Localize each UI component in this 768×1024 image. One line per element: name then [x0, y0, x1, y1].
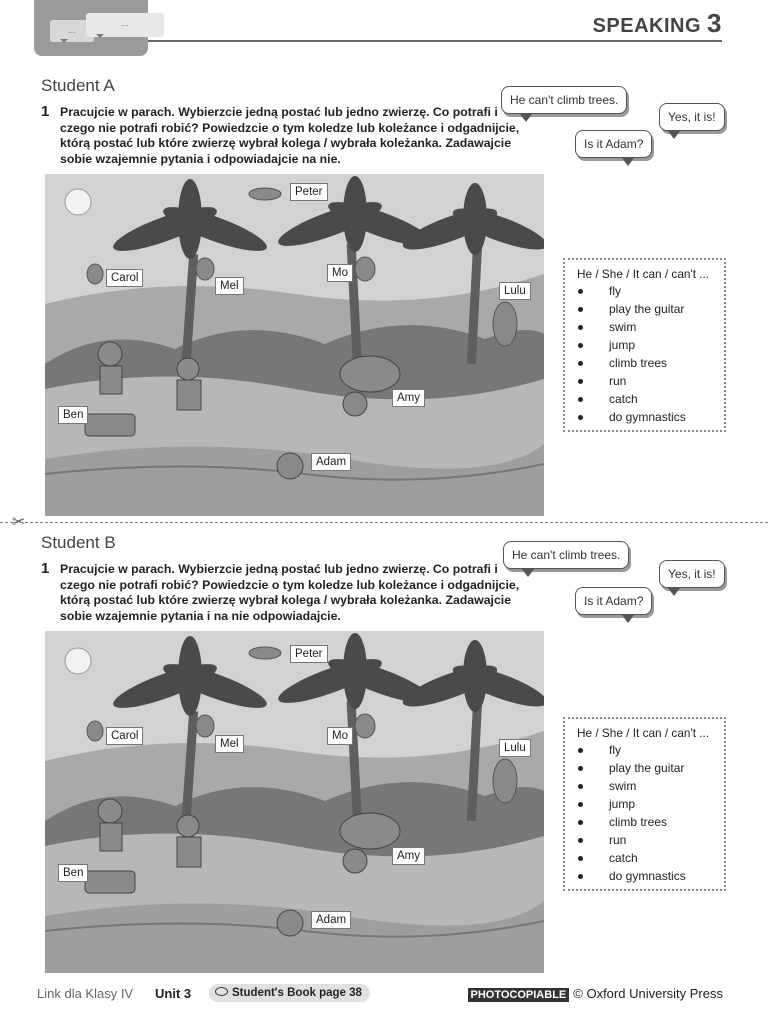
bubble-tail	[622, 158, 634, 166]
label-lulu: Lulu	[499, 739, 531, 757]
vocab-item: jump	[575, 795, 686, 813]
footer-course: Link dla Klasy IV	[37, 986, 134, 1001]
label-amy: Amy	[392, 847, 425, 865]
footer-unit: Unit 3	[155, 986, 192, 1001]
vocab-item: do gymnastics	[575, 408, 686, 426]
bubble-text: Yes, it is!	[668, 110, 716, 124]
vocab-list	[575, 282, 686, 426]
student-a-vocab-box	[563, 258, 726, 432]
scissors-icon: ✂	[12, 514, 26, 531]
section-number: 3	[707, 8, 722, 38]
label-lulu: Lulu	[499, 282, 531, 300]
student-b-task-text: Pracujcie w parach. Wybierzcie jedną postać lub jedno zwierzę. Co potrafi i czego nie potrafi robić? Powiedzcie o tym koledze lub koleżance i odgadnijcie, którą postać lub które zwierzę wybrał kolega / wybrała koleżanka. Zadawajcie sobie wzajemnie pytania i na nie odpowiadajcie.	[60, 562, 520, 623]
vocab-item: catch	[575, 390, 686, 408]
bubble-tail	[668, 131, 680, 139]
bubble-text: He can't climb trees.	[510, 93, 619, 107]
bubble-text: He can't climb trees.	[512, 548, 621, 562]
label-ben: Ben	[58, 864, 88, 882]
footer-copyright	[468, 986, 724, 1001]
student-b-bubble-cant-climb	[503, 541, 629, 569]
section-tab	[34, 0, 148, 56]
label-amy: Amy	[392, 389, 425, 407]
vocab-item: catch	[575, 849, 686, 867]
vocab-item: climb trees	[575, 813, 686, 831]
vocab-item: play the guitar	[575, 300, 686, 318]
student-b-bubble-is-it-adam	[575, 587, 652, 615]
bubble-text: Is it Adam?	[584, 137, 644, 151]
eye-icon	[215, 987, 228, 996]
student-a-title: Student A	[41, 76, 115, 95]
bubble-text: Is it Adam?	[584, 594, 644, 608]
label-ben: Ben	[58, 406, 88, 424]
book-ref-text: Student's Book page 38	[232, 987, 362, 999]
vocab-list	[575, 741, 686, 885]
vocab-item: run	[575, 831, 686, 849]
vocab-heading: He / She / It can / can't ...	[577, 726, 710, 740]
student-b-jungle-illustration	[45, 631, 544, 973]
bubble-tail	[520, 114, 532, 122]
label-adam: Adam	[311, 453, 351, 471]
student-a-jungle-illustration	[45, 174, 544, 516]
vocab-item: fly	[575, 741, 686, 759]
publisher-text: © Oxford University Press	[573, 986, 723, 1001]
vocab-item: fly	[575, 282, 686, 300]
vocab-heading: He / She / It can / can't ...	[577, 267, 710, 281]
bubble-tail	[668, 588, 680, 596]
label-carol: Carol	[106, 269, 143, 287]
vocab-item: swim	[575, 318, 686, 336]
cut-line	[0, 522, 768, 523]
student-a-bubble-cant-climb	[501, 86, 627, 114]
tab-speech-bubble-large: ...	[86, 13, 164, 37]
photocopiable-badge: PHOTOCOPIABLE	[468, 988, 570, 1002]
student-b-task-number: 1	[41, 560, 50, 577]
jungle-scene-drawing	[45, 174, 544, 516]
student-b-vocab-box	[563, 717, 726, 891]
header-rule	[148, 40, 722, 42]
vocab-item: play the guitar	[575, 759, 686, 777]
label-mo: Mo	[327, 727, 353, 745]
bubble-tail	[622, 615, 634, 623]
tab-speech-bubble-small: ...	[50, 20, 94, 42]
vocab-item: climb trees	[575, 354, 686, 372]
label-mel: Mel	[215, 277, 244, 295]
bubble-tail	[522, 569, 534, 577]
student-a-bubble-yes	[659, 103, 725, 131]
jungle-scene-drawing	[45, 631, 544, 973]
vocab-item: do gymnastics	[575, 867, 686, 885]
vocab-item: swim	[575, 777, 686, 795]
student-a-task-number: 1	[41, 103, 50, 120]
section-title: SPEAKING	[592, 15, 702, 37]
bubble-text: Yes, it is!	[668, 567, 716, 581]
student-b-title: Student B	[41, 533, 116, 552]
label-peter: Peter	[290, 645, 328, 663]
vocab-item: run	[575, 372, 686, 390]
section-heading	[593, 8, 722, 39]
vocab-item: jump	[575, 336, 686, 354]
footer-book-reference	[209, 984, 370, 1002]
student-b-bubble-yes	[659, 560, 725, 588]
label-peter: Peter	[290, 183, 328, 201]
label-adam: Adam	[311, 911, 351, 929]
label-mel: Mel	[215, 735, 244, 753]
label-carol: Carol	[106, 727, 143, 745]
student-a-bubble-is-it-adam	[575, 130, 652, 158]
label-mo: Mo	[327, 264, 353, 282]
student-a-task-text: Pracujcie w parach. Wybierzcie jedną postać lub jedno zwierzę. Co potrafi i czego nie potrafi robić? Powiedzcie o tym koledze lub koleżance i odgadnijcie, którą postać lub które zwierzę wybrał kolega / wybrała koleżanka. Zadawajcie sobie wzajemnie pytania i odpowiadajcie na nie.	[60, 105, 520, 166]
